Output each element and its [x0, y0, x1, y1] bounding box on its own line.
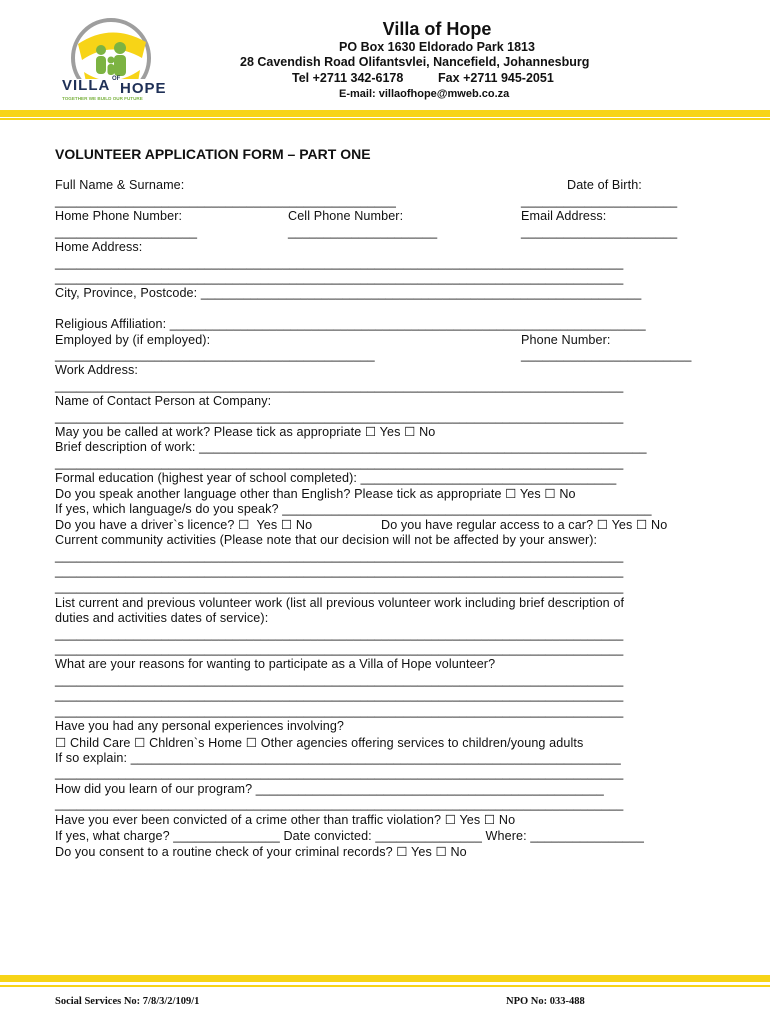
email-address-field[interactable]: ______________________: [521, 225, 678, 239]
logo-name-of: OF: [112, 76, 121, 82]
formal-education[interactable]: Formal education (highest year of school completed): ____________________________________: [55, 471, 617, 485]
city-province-postcode[interactable]: City, Province, Postcode: ______________________________________________________________: [55, 286, 642, 300]
home-address-label: Home Address:: [55, 240, 143, 254]
footer-divider: [0, 975, 770, 982]
explain-field-2[interactable]: ________________________________________________________________________________: [55, 766, 624, 780]
email-line: [339, 87, 509, 101]
home-phone-label: Home Phone Number:: [55, 209, 183, 223]
reasons-field-3[interactable]: ________________________________________________________________________________: [55, 704, 624, 718]
learn-of-program[interactable]: How did you learn of our program? _________________________________________________: [55, 782, 604, 796]
email-label: E-mail: [339, 88, 373, 100]
work-phone-label: Phone Number:: [521, 333, 611, 347]
reasons-field-1[interactable]: ________________________________________________________________________________: [55, 673, 624, 687]
religious-affiliation[interactable]: Religious Affiliation: ___________________________________________________________________: [55, 317, 646, 331]
work-phone-field[interactable]: ________________________: [521, 348, 692, 362]
full-name-label: Full Name & Surname:: [55, 178, 185, 192]
community-activities-field-3[interactable]: ________________________________________________________________________________: [55, 580, 624, 594]
date-of-birth-field[interactable]: ______________________: [521, 194, 678, 208]
employed-by-field[interactable]: _____________________________________________: [55, 348, 375, 362]
header-divider: [0, 110, 770, 117]
cell-phone-field[interactable]: _____________________: [288, 225, 438, 239]
community-activities-field-1[interactable]: ________________________________________________________________________________: [55, 549, 624, 563]
contact-person-field[interactable]: ________________________________________________________________________________: [55, 410, 624, 424]
org-name: Villa of Hope: [382, 19, 492, 39]
work-description[interactable]: Brief description of work: _______________________________________________________________: [55, 440, 647, 454]
phone-fax: Tel +2711 342-6178 Fax +2711 945-2051: [292, 71, 554, 85]
if-so-explain[interactable]: If so explain: _____________________________________________________________________: [55, 751, 621, 765]
contact-person-label: Name of Contact Person at Company:: [55, 394, 272, 408]
npo-number: NPO No: 033-488: [506, 996, 585, 1007]
volunteer-work-label-2: duties and activities dates of service):: [55, 611, 269, 625]
drivers-licence-question[interactable]: Do you have a driver`s licence? ☐ Yes ☐ No: [55, 518, 313, 532]
called-at-work-question[interactable]: May you be called at work? Please tick as appropriate ☐ Yes ☐ No: [55, 425, 436, 439]
conviction-details[interactable]: If yes, what charge? _______________ Date convicted: _______________ Where: ________________: [55, 829, 644, 843]
logo-name-line2: HOPE: [120, 80, 167, 97]
personal-experience-options[interactable]: ☐ Child Care ☐ Chldren`s Home ☐ Other agencies offering services to children/young adults: [55, 736, 584, 750]
social-services-number: Social Services No: 7/8/3/2/109/1: [55, 996, 200, 1007]
email-value: : villaofhope@mweb.co.za: [372, 88, 510, 100]
form-title: VOLUNTEER APPLICATION FORM – PART ONE: [55, 146, 371, 162]
work-description-field-2[interactable]: ________________________________________________________________________________: [55, 456, 624, 470]
other-language-question[interactable]: Do you speak another language other than English? Please tick as appropriate ☐ Yes ☐ No: [55, 487, 576, 501]
car-access-question[interactable]: Do you have regular access to a car? ☐ Yes ☐ No: [381, 518, 668, 532]
work-address-field[interactable]: ________________________________________________________________________________: [55, 379, 624, 393]
volunteer-work-label-1: List current and previous volunteer work (list all previous volunteer work including brief description of: [55, 596, 625, 610]
villa-of-hope-logo: [56, 16, 166, 108]
employed-by-label: Employed by (if employed):: [55, 333, 211, 347]
street-address: 28 Cavendish Road Olifantsvlei, Nancefield, Johannesburg: [240, 55, 590, 69]
email-address-label: Email Address:: [521, 209, 607, 223]
conviction-question[interactable]: Have you ever been convicted of a crime other than traffic violation? ☐ Yes ☐ No: [55, 813, 516, 827]
personal-experience-label: Have you had any personal experiences involving?: [55, 719, 345, 733]
header-divider-thin: [0, 118, 770, 120]
footer-divider-thin: [0, 985, 770, 987]
home-phone-field[interactable]: ____________________: [55, 225, 198, 239]
volunteer-work-field-1[interactable]: ________________________________________________________________________________: [55, 627, 624, 641]
po-box: PO Box 1630 Eldorado Park 1813: [339, 40, 535, 54]
learn-of-program-field-2[interactable]: ________________________________________________________________________________: [55, 797, 624, 811]
volunteer-work-field-2[interactable]: ________________________________________________________________________________: [55, 642, 624, 656]
logo-tagline: TOGETHER WE BUILD OUR FUTURE: [62, 96, 143, 101]
community-activities-label: Current community activities (Please note that our decision will not be affected by your answer):: [55, 533, 598, 547]
which-languages[interactable]: If yes, which language/s do you speak? ____________________________________________________: [55, 502, 652, 516]
home-address-field-1[interactable]: ________________________________________________________________________________: [55, 256, 624, 270]
criminal-check-consent[interactable]: Do you consent to a routine check of your criminal records? ☐ Yes ☐ No: [55, 845, 467, 859]
logo-name-line1: VILLA: [62, 77, 111, 94]
work-address-label: Work Address:: [55, 363, 138, 377]
reasons-label: What are your reasons for wanting to participate as a Villa of Hope volunteer?: [55, 657, 496, 671]
reasons-field-2[interactable]: ________________________________________________________________________________: [55, 688, 624, 702]
home-address-field-2[interactable]: ________________________________________________________________________________: [55, 271, 624, 285]
community-activities-field-2[interactable]: ________________________________________________________________________________: [55, 564, 624, 578]
date-of-birth-label: Date of Birth:: [567, 178, 642, 192]
cell-phone-label: Cell Phone Number:: [288, 209, 404, 223]
full-name-field[interactable]: ________________________________________________: [55, 194, 396, 208]
